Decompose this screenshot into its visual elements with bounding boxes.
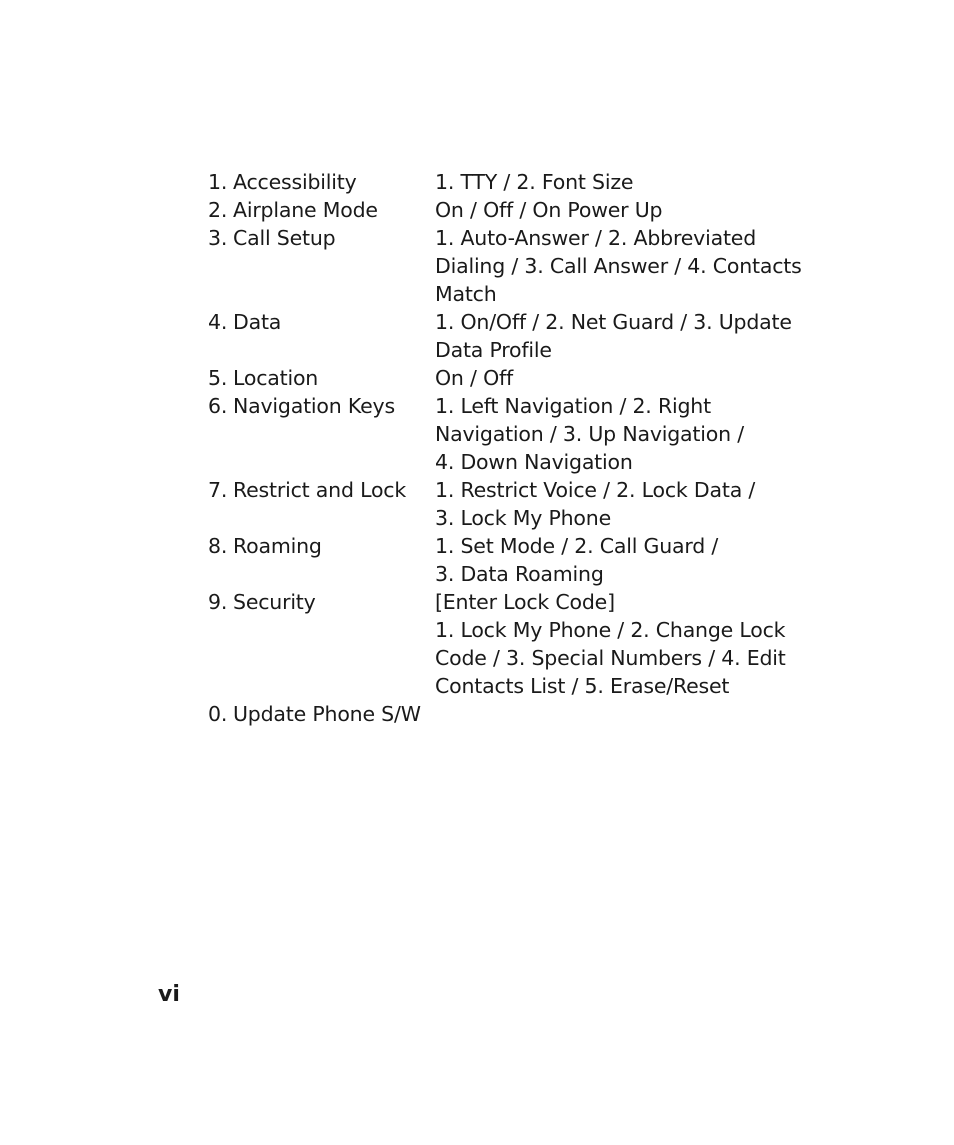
option-line: 1. Left Navigation / 2. Right — [435, 394, 711, 418]
item-label: Accessibility — [233, 170, 357, 194]
item-options — [435, 364, 797, 392]
list-item — [208, 392, 828, 476]
item-label: Update Phone S/W — [233, 702, 421, 726]
item-options — [435, 308, 797, 364]
item-options — [435, 224, 802, 308]
list-item — [208, 196, 828, 224]
item-number: 9. — [208, 590, 228, 614]
item-label: Data — [233, 310, 282, 334]
option-line: On / Off / On Power Up — [435, 198, 663, 222]
item-number: 7. — [208, 478, 228, 502]
option-line: Dialing / 3. Call Answer / 4. Contacts — [435, 254, 802, 278]
list-item — [208, 588, 828, 700]
list-item — [208, 700, 828, 728]
page-number: vi — [158, 982, 180, 1007]
item-label: Navigation Keys — [233, 394, 395, 418]
list-item — [208, 224, 828, 308]
list-item — [208, 308, 828, 364]
item-number: 5. — [208, 366, 228, 390]
item-label: Call Setup — [233, 226, 336, 250]
option-line: Code / 3. Special Numbers / 4. Edit — [435, 646, 786, 670]
item-options — [435, 392, 797, 476]
option-line: 3. Lock My Phone — [435, 506, 611, 530]
list-item — [208, 364, 828, 392]
option-line: 1. Auto-Answer / 2. Abbreviated — [435, 226, 757, 250]
item-number: 0. — [208, 702, 228, 726]
item-number: 4. — [208, 310, 228, 334]
item-options — [435, 532, 797, 588]
option-line: 1. Restrict Voice / 2. Lock Data / — [435, 478, 756, 502]
option-line: 1. TTY / 2. Font Size — [435, 170, 634, 194]
item-label: Security — [233, 590, 316, 614]
item-options — [435, 476, 797, 532]
item-label: Restrict and Lock — [233, 478, 407, 502]
option-line: Data Profile — [435, 338, 552, 362]
list-item — [208, 168, 828, 196]
option-line: Contacts List / 5. Erase/Reset — [435, 674, 730, 698]
item-number: 2. — [208, 198, 228, 222]
item-label: Airplane Mode — [233, 198, 378, 222]
option-line: Navigation / 3. Up Navigation / — [435, 422, 744, 446]
item-number: 1. — [208, 170, 228, 194]
item-number: 6. — [208, 394, 228, 418]
item-options — [435, 196, 797, 224]
option-line: Match — [435, 282, 497, 306]
list-item — [208, 532, 828, 588]
option-line: 3. Data Roaming — [435, 562, 604, 586]
item-number: 3. — [208, 226, 228, 250]
option-line: On / Off — [435, 366, 514, 390]
option-line: 1. On/Off / 2. Net Guard / 3. Update — [435, 310, 792, 334]
option-line: [Enter Lock Code] — [435, 590, 615, 614]
option-line: 1. Lock My Phone / 2. Change Lock — [435, 618, 786, 642]
item-label: Location — [233, 366, 319, 390]
item-options — [435, 168, 797, 196]
settings-menu-list — [208, 168, 828, 728]
item-label: Roaming — [233, 534, 322, 558]
item-number: 8. — [208, 534, 228, 558]
item-options — [435, 588, 797, 700]
option-line: 1. Set Mode / 2. Call Guard / — [435, 534, 719, 558]
list-item — [208, 476, 828, 532]
option-line: 4. Down Navigation — [435, 450, 633, 474]
